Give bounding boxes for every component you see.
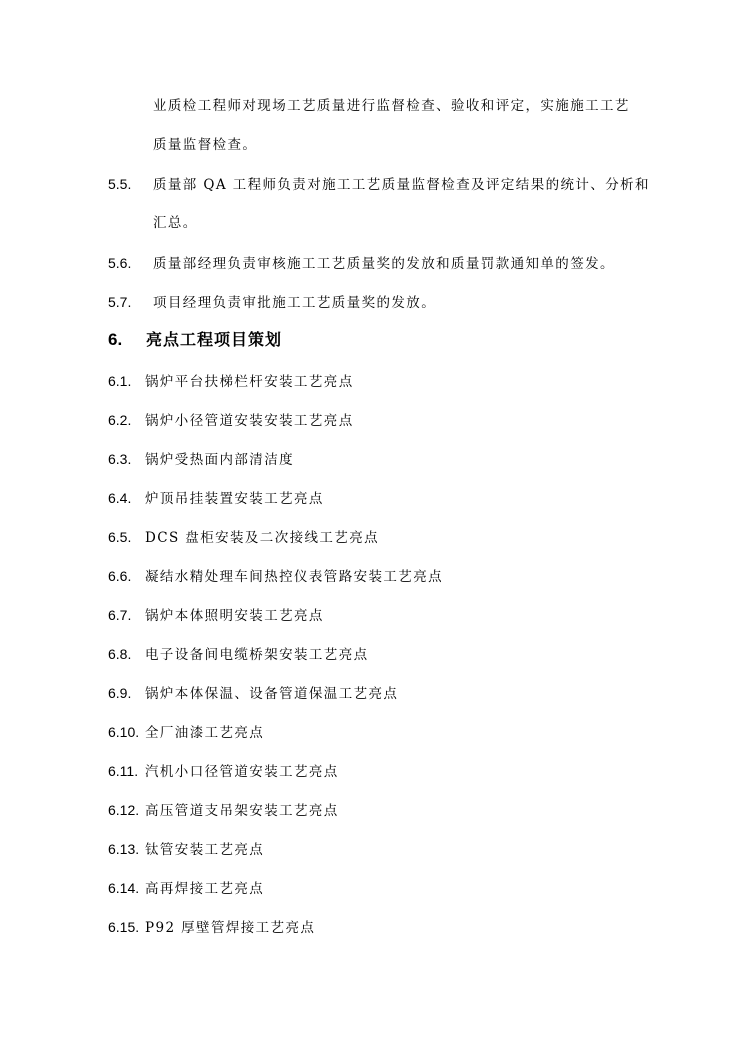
item-text: 凝结水精处理车间热控仪表管路安装工艺亮点: [145, 569, 443, 585]
item-text: 钛管安装工艺亮点: [145, 842, 265, 858]
item-text: 锅炉受热面内部清洁度: [145, 452, 294, 468]
clause-text: 质量部经理负责审核施工工艺质量奖的发放和质量罚款通知单的签发。: [153, 256, 615, 272]
clause-text: 质量部 QA 工程师负责对施工工艺质量监督检查及评定结果的统计、分析和: [153, 177, 650, 193]
item-text: 汽机小口径管道安装工艺亮点: [145, 764, 339, 780]
list-item: [108, 411, 354, 430]
item-number: 6.10.: [108, 724, 140, 740]
list-item: [108, 489, 324, 508]
list-item: [108, 450, 294, 469]
clause-number: 5.5.: [108, 176, 132, 192]
item-number: 6.6.: [108, 568, 132, 584]
item-number: 6.13.: [108, 841, 140, 857]
item-number: 6.12.: [108, 802, 140, 818]
item-number: 6.4.: [108, 490, 132, 506]
clause-text: 项目经理负责审批施工工艺质量奖的发放。: [153, 295, 437, 311]
clause-5-7: [108, 293, 436, 312]
list-item: [108, 840, 264, 859]
item-text: DCS 盘柜安装及二次接线工艺亮点: [145, 530, 379, 546]
item-text: 全厂油漆工艺亮点: [145, 725, 265, 741]
item-number: 6.11.: [108, 763, 139, 779]
clause-5-6: [108, 254, 615, 273]
list-item: [108, 567, 443, 586]
item-number: 6.2.: [108, 412, 132, 428]
item-text: 锅炉本体保温、设备管道保温工艺亮点: [145, 686, 399, 702]
item-number: 6.1.: [108, 373, 132, 389]
item-text: 锅炉平台扶梯栏杆安装工艺亮点: [145, 374, 354, 390]
clause-text-continued: 汇总。: [153, 215, 198, 231]
list-item: [108, 372, 354, 391]
section-heading: [108, 331, 282, 349]
item-number: 6.8.: [108, 646, 132, 662]
item-number: 6.5.: [108, 529, 132, 545]
list-item: [108, 762, 339, 781]
list-item: [108, 606, 324, 625]
section-title: 亮点工程项目策划: [146, 330, 283, 349]
section-number: 6.: [108, 330, 123, 349]
item-text: 锅炉小径管道安装安装工艺亮点: [145, 413, 354, 429]
clause-number: 5.6.: [108, 255, 132, 271]
list-item: [108, 645, 369, 664]
list-item: [108, 879, 264, 898]
clause-number: 5.7.: [108, 294, 132, 310]
item-text: 炉顶吊挂装置安装工艺亮点: [145, 491, 324, 507]
list-item: [108, 801, 339, 820]
item-text: 高再焊接工艺亮点: [145, 881, 265, 897]
list-item: [108, 684, 398, 703]
item-text: 锅炉本体照明安装工艺亮点: [145, 608, 324, 624]
item-text: 高压管道支吊架安装工艺亮点: [145, 803, 339, 819]
item-text: P92 厚壁管焊接工艺亮点: [145, 920, 316, 936]
list-item: [108, 528, 379, 547]
paragraph-line: 质量监督检查。: [153, 137, 258, 153]
list-item: [108, 723, 264, 742]
clause-5-5: [108, 175, 650, 194]
item-text: 电子设备间电缆桥架安装工艺亮点: [145, 647, 369, 663]
item-number: 6.14.: [108, 880, 140, 896]
list-item: [108, 918, 315, 937]
paragraph-line: 业质检工程师对现场工艺质量进行监督检查、验收和评定，实施施工工艺: [153, 98, 630, 114]
item-number: 6.3.: [108, 451, 132, 467]
item-number: 6.15.: [108, 919, 140, 935]
item-number: 6.9.: [108, 685, 132, 701]
item-number: 6.7.: [108, 607, 132, 623]
